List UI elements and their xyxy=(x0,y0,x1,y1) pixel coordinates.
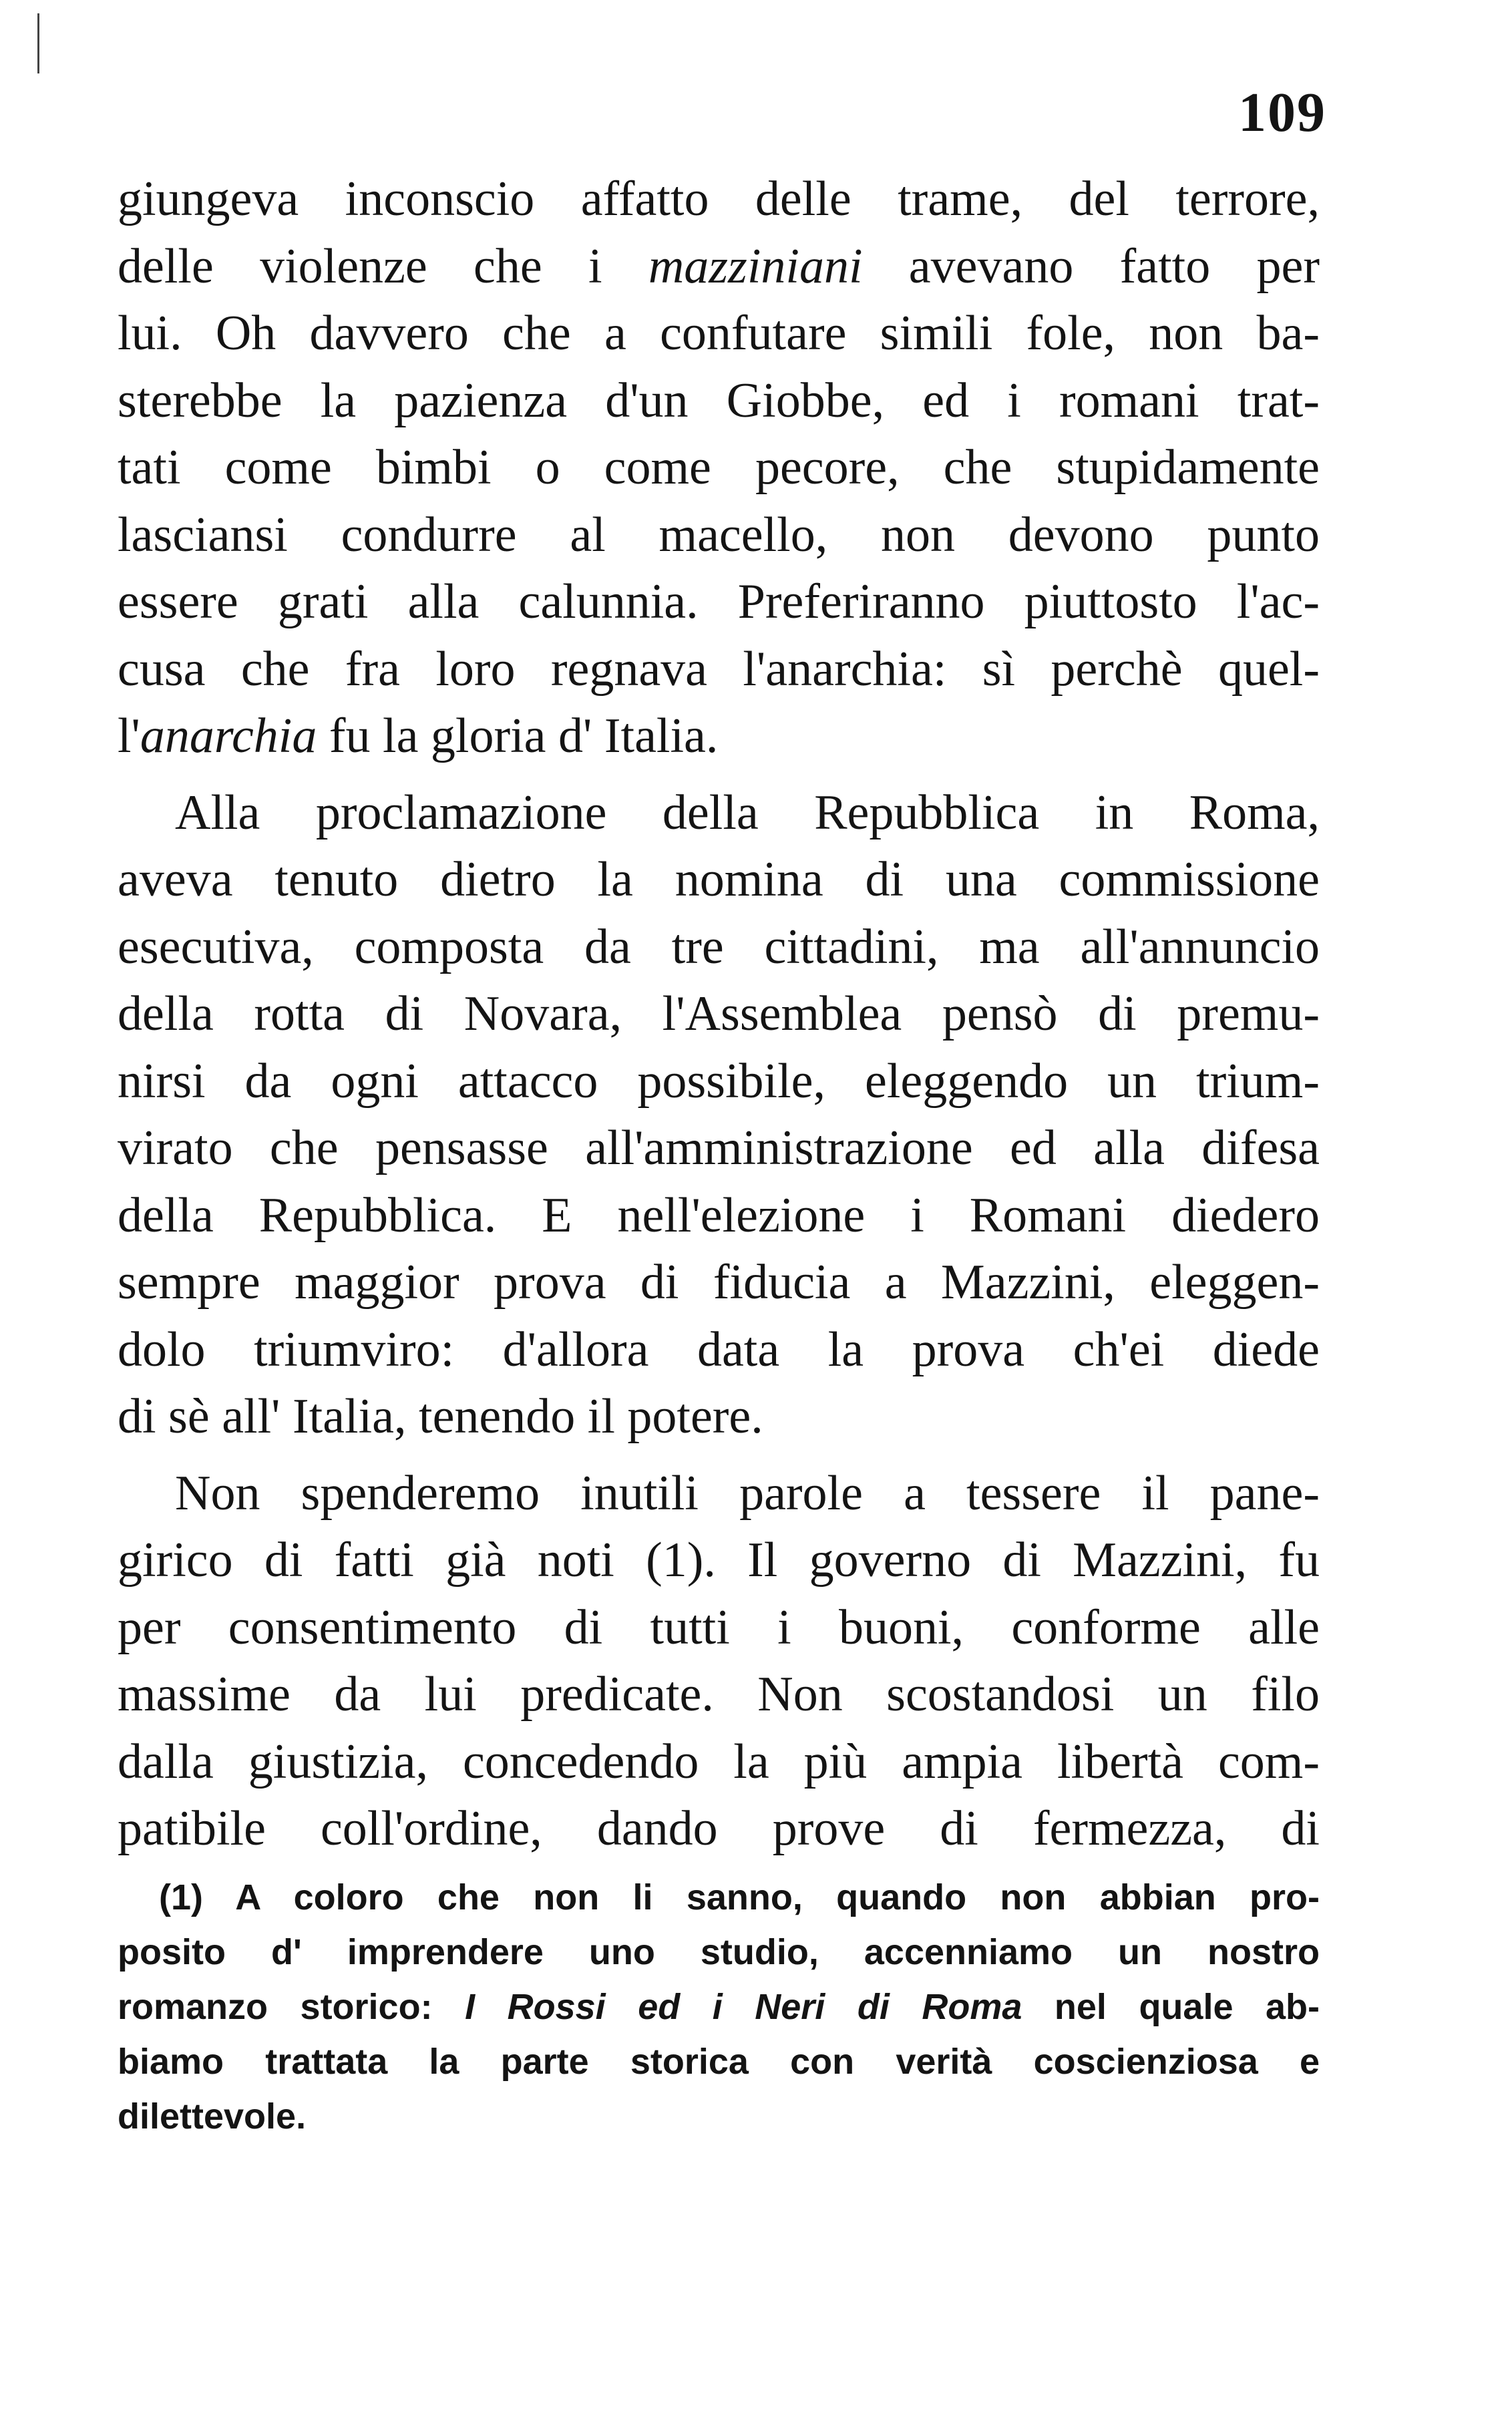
text-line: esecutiva, composta da tre cittadini, ma all'annuncio xyxy=(118,919,1320,974)
text-line: virato che pensasse all'amministrazione ed alla difesa xyxy=(118,1121,1320,1175)
text-run: avevano fatto per xyxy=(862,238,1320,294)
text-line xyxy=(118,233,1320,301)
main-text xyxy=(118,166,1320,1863)
text-line: sterebbe la pazienza d'un Giobbe, ed i romani trat- xyxy=(118,373,1320,428)
page-number: 109 xyxy=(1238,81,1326,144)
text-run: romanzo storico: xyxy=(118,1987,465,2027)
footnote-line: biamo trattata la parte storica con verità coscienziosa e xyxy=(118,2042,1320,2082)
text-run: fu la gloria d' Italia. xyxy=(317,709,719,763)
footnote-line: dilettevole. xyxy=(118,2096,307,2136)
text-line: lui. Oh davvero che a confutare simili fole, non ba- xyxy=(118,306,1320,361)
text-line: essere grati alla calunnia. Preferiranno piuttosto l'ac- xyxy=(118,574,1320,629)
text-run: delle violenze che i xyxy=(118,238,648,294)
text-run: l' xyxy=(118,709,140,763)
text-line: Alla proclamazione della Repubblica in Roma, xyxy=(175,785,1320,840)
paragraph-1 xyxy=(118,166,1320,770)
text-line: aveva tenuto dietro la nomina di una commissione xyxy=(118,852,1320,907)
text-line: Non spenderemo inutili parole a tessere il pane- xyxy=(175,1465,1320,1521)
footnote-line xyxy=(118,1980,1320,2034)
text-line: massime da lui predicate. Non scostandosi un filo xyxy=(118,1667,1320,1722)
text-line: girico di fatti già noti (1). Il governo di Mazzini, fu xyxy=(118,1533,1320,1588)
text-line: lasciansi condurre al macello, non devono punto xyxy=(118,507,1320,562)
text-line: della Repubblica. E nell'elezione i Romani diedero xyxy=(118,1187,1320,1243)
text-line: patibile coll'ordine, dando prove di fermezza, di xyxy=(118,1801,1320,1856)
footnote xyxy=(118,1870,1320,2144)
text-line: della rotta di Novara, l'Assemblea pensò di premu- xyxy=(118,986,1320,1041)
italic-word: anarchia xyxy=(140,709,317,763)
text-line: per consentimento di tutti i buoni, conforme alle xyxy=(118,1600,1320,1655)
text-line: dalla giustizia, concedendo la più ampia libertà com- xyxy=(118,1734,1320,1789)
left-margin-scan-mark xyxy=(37,13,39,73)
text-run: nel quale ab- xyxy=(1022,1987,1320,2027)
paragraph-2 xyxy=(118,779,1320,1451)
text-line: giungeva inconscio affatto delle trame, del terrore, xyxy=(118,172,1320,226)
text-line: dolo triumviro: d'allora data la prova ch'ei diede xyxy=(118,1322,1320,1377)
footnote-line: posito d' imprendere uno studio, accenniamo un nostro xyxy=(118,1932,1320,1972)
text-line: tati come bimbi o come pecore, che stupidamente xyxy=(118,440,1320,495)
text-line: sempre maggior prova di fiducia a Mazzini, eleggen- xyxy=(118,1255,1320,1310)
text-line: cusa che fra loro regnava l'anarchia: sì perchè quel- xyxy=(118,641,1320,697)
footnote-line: (1) A coloro che non li sanno, quando non abbian pro- xyxy=(159,1877,1320,1917)
italic-word: mazziniani xyxy=(648,238,863,294)
text-line xyxy=(118,703,1320,770)
text-line: di sè all' Italia, tenendo il potere. xyxy=(118,1389,763,1444)
paragraph-3 xyxy=(118,1460,1320,1863)
text-line: nirsi da ogni attacco possibile, eleggendo un trium- xyxy=(118,1053,1320,1109)
italic-title: I Rossi ed i Neri di Roma xyxy=(465,1987,1022,2027)
